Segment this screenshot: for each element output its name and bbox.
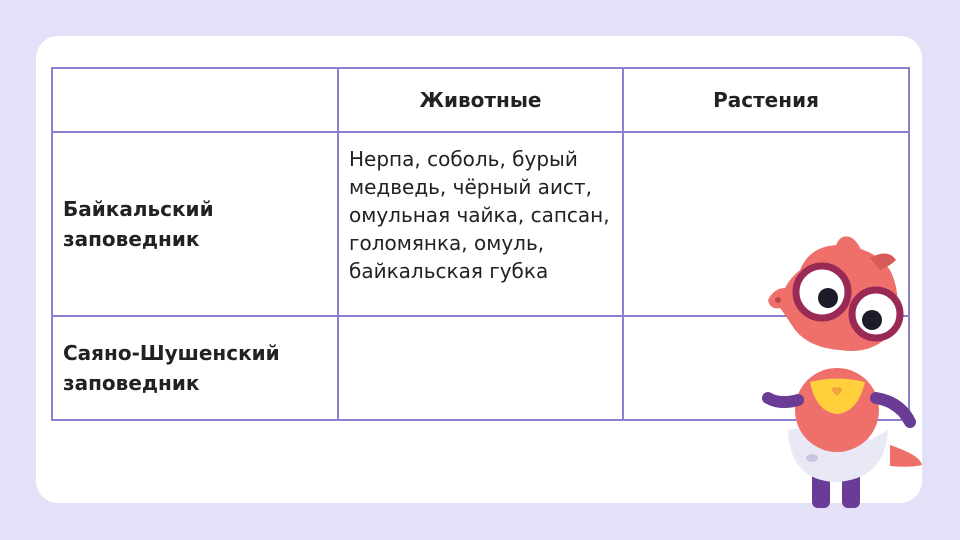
cell-animals-sayano xyxy=(338,316,623,420)
cell-animals-baikal: Нерпа, соболь, бурый медведь, чёрный аист, омульная чайка, сапсан, голомянка, омуль, байкальская губка xyxy=(338,132,623,316)
header-animals: Животные xyxy=(338,68,623,132)
header-plants: Растения xyxy=(623,68,909,132)
row-label-baikal: Байкальский заповедник xyxy=(52,132,338,316)
header-empty-cell xyxy=(52,68,338,132)
row-label-sayano: Саяно-Шушенский заповедник xyxy=(52,316,338,420)
dino-mascot-icon xyxy=(740,230,940,520)
table-header-row xyxy=(52,68,909,132)
